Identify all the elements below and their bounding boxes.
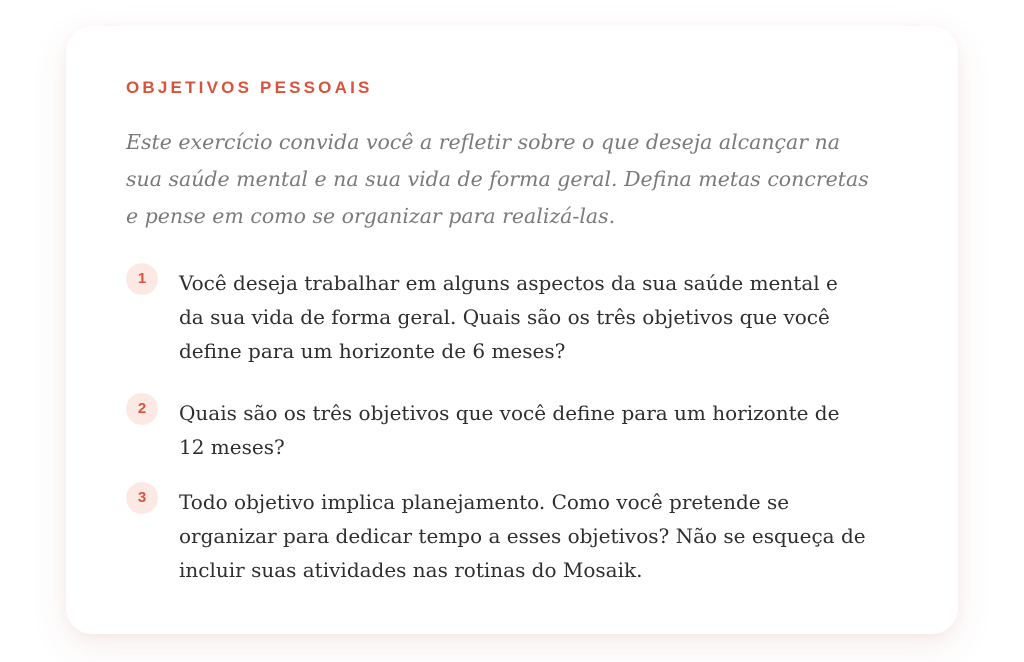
question-line: Todo objetivo implica planejamento. Como você pretende se [179, 490, 790, 514]
question-line: organizar para dedicar tempo a esses objetivos? Não se esqueça de [179, 524, 866, 548]
intro-line: sua saúde mental e na sua vida de forma geral. Defina metas concretas [126, 167, 869, 191]
question-number-badge: 2 [126, 393, 158, 425]
question-text [179, 396, 909, 464]
intro-line: e pense em como se organizar para realizá-las. [126, 204, 616, 228]
question-line: Você deseja trabalhar em alguns aspectos da sua saúde mental e [179, 271, 838, 295]
question-text [179, 266, 909, 368]
question-number-badge: 3 [126, 482, 158, 514]
question-text [179, 485, 909, 587]
question-line: Quais são os três objetivos que você define para um horizonte de [179, 401, 840, 425]
question-line: da sua vida de forma geral. Quais são os três objetivos que você [179, 305, 830, 329]
exercise-card [66, 26, 958, 634]
question-line: define para um horizonte de 6 meses? [179, 339, 566, 363]
question-line: 12 meses? [179, 435, 285, 459]
intro-line: Este exercício convida você a refletir sobre o que deseja alcançar na [126, 130, 840, 154]
question-number-badge: 1 [126, 263, 158, 295]
intro-text [126, 124, 906, 235]
section-title: OBJETIVOS PESSOAIS [126, 78, 373, 97]
question-line: incluir suas atividades nas rotinas do Mosaik. [179, 558, 643, 582]
